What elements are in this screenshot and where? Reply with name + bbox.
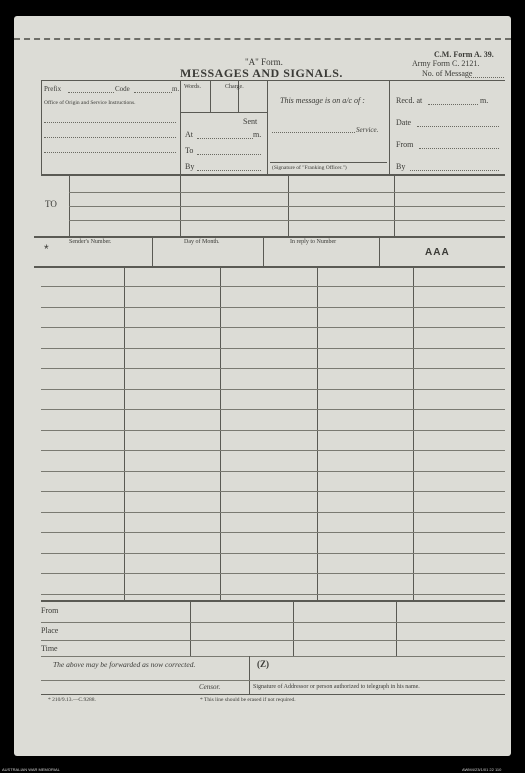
- day-of-month-label: Day of Month.: [184, 239, 220, 245]
- time-label: Time: [41, 644, 58, 653]
- grid-col-divider-1: [124, 268, 125, 600]
- form-title: MESSAGES AND SIGNALS.: [180, 66, 343, 80]
- message-grid-row-line[interactable]: [41, 471, 505, 472]
- form-code: C.M. Form A. 39.: [434, 50, 494, 59]
- sent-by-field[interactable]: [197, 170, 261, 171]
- date-field[interactable]: [417, 126, 499, 127]
- sent-by-label: By: [185, 162, 195, 171]
- addressor-signature-label: Signature of Addressor or person authorized to telegraph in his name.: [253, 684, 420, 690]
- forwarded-note: The above may be forwarded as now corrected.: [53, 660, 196, 669]
- recd-m-label: m.: [480, 96, 489, 105]
- grid-col-divider-3: [317, 268, 318, 600]
- top-block-top-border: [41, 80, 505, 81]
- message-grid-row-line[interactable]: [41, 532, 505, 533]
- sender-row-bottom-border: [34, 266, 505, 268]
- office-line-3[interactable]: [44, 152, 176, 153]
- form-bottom-border: [41, 694, 505, 695]
- army-form-number: Army Form C. 2121.: [412, 59, 480, 68]
- service-label: Service.: [356, 126, 379, 134]
- to-block-bottom-border: [34, 236, 505, 238]
- sent-at-label: At: [185, 130, 193, 139]
- from-line[interactable]: [41, 622, 505, 623]
- censor-signature-line[interactable]: [41, 680, 505, 681]
- from-label: From: [41, 606, 59, 615]
- sent-top-border: [180, 112, 267, 113]
- divider-3: [389, 80, 390, 176]
- no-of-message-label: No. of Message: [422, 69, 473, 78]
- prefix-field[interactable]: [68, 92, 114, 93]
- divider-1: [180, 80, 181, 176]
- sender-divider-1: [152, 238, 153, 266]
- recd-by-field[interactable]: [410, 170, 499, 171]
- date-label: Date: [396, 118, 412, 127]
- grid-col-divider-4: [413, 268, 414, 600]
- message-grid-row-line[interactable]: [41, 368, 505, 369]
- recd-by-label: By: [396, 162, 406, 171]
- sender-row-asterisk: *: [44, 242, 49, 256]
- code-label: Code: [115, 85, 130, 93]
- service-field[interactable]: [272, 132, 355, 133]
- message-grid-row-line[interactable]: [41, 348, 505, 349]
- words-label: Words.: [184, 84, 202, 90]
- message-grid-row-line[interactable]: [41, 573, 505, 574]
- to-row-line-3[interactable]: [69, 220, 505, 221]
- archive-credit: AUSTRALIAN WAR MEMORIAL: [2, 767, 60, 772]
- no-of-message-field[interactable]: [469, 77, 504, 78]
- time-line[interactable]: [41, 656, 505, 657]
- code-field[interactable]: [134, 92, 172, 93]
- message-grid-row-line[interactable]: [41, 286, 505, 287]
- franking-officer-label: (Signature of "Franking Officer."): [272, 165, 347, 171]
- recd-from-field[interactable]: [419, 148, 499, 149]
- sender-divider-2: [263, 238, 264, 266]
- aaa-separator: AAA: [425, 247, 450, 258]
- to-row-line-1[interactable]: [69, 192, 505, 193]
- senders-number-label: Sender's Number.: [69, 239, 112, 245]
- message-grid-row-line[interactable]: [41, 491, 505, 492]
- bottom-col-divider-3: [396, 602, 397, 656]
- sent-at-field[interactable]: [197, 138, 253, 139]
- message-grid-row-line[interactable]: [41, 327, 505, 328]
- code-m-label: m.: [172, 85, 180, 93]
- this-message-label: This message is on a/c of :: [280, 96, 365, 105]
- message-grid-row-line[interactable]: [41, 512, 505, 513]
- top-block-left-border: [41, 80, 42, 176]
- sent-at-m-label: m.: [253, 130, 262, 139]
- to-row-line-2[interactable]: [69, 206, 505, 207]
- print-code: * 210/9.13.—C.9288.: [48, 697, 96, 703]
- message-grid-row-line[interactable]: [41, 389, 505, 390]
- recd-from-label: From: [396, 140, 414, 149]
- archive-reference: AWM4/23/1/01 22 110: [462, 767, 502, 772]
- recd-at-field[interactable]: [428, 104, 478, 105]
- words-charge-divider: [210, 80, 211, 112]
- message-grid-row-line[interactable]: [41, 594, 505, 595]
- franking-signature-line[interactable]: [270, 162, 387, 163]
- message-grid-row-line[interactable]: [41, 450, 505, 451]
- bottom-col-divider-1: [190, 602, 191, 656]
- top-block-bottom-border: [41, 174, 505, 176]
- place-line[interactable]: [41, 640, 505, 641]
- message-grid-row-line[interactable]: [41, 307, 505, 308]
- message-grid-row-line[interactable]: [41, 553, 505, 554]
- censor-divider: [249, 656, 250, 694]
- office-line-1[interactable]: [44, 122, 176, 123]
- place-label: Place: [41, 626, 59, 635]
- recd-at-label: Recd. at: [396, 96, 423, 105]
- erase-note: * This line should be erased if not required.: [200, 697, 296, 703]
- in-reply-to-label: In reply to Number: [290, 239, 337, 245]
- divider-2: [267, 80, 268, 176]
- message-grid-row-line[interactable]: [41, 430, 505, 431]
- message-grid-row-line[interactable]: [41, 409, 505, 410]
- grid-bottom-border: [41, 600, 505, 602]
- sent-to-field[interactable]: [197, 154, 261, 155]
- charge-label: Charge.: [225, 84, 244, 90]
- prefix-label: Prefix: [44, 85, 62, 93]
- tear-off-perforation: [14, 38, 511, 40]
- to-label: TO: [45, 199, 57, 209]
- office-of-origin-label: Office of Origin and Service Instructions.: [44, 100, 136, 106]
- sent-label: Sent: [243, 117, 258, 126]
- a-form-label: "A" Form.: [245, 57, 283, 67]
- sent-to-label: To: [185, 146, 194, 155]
- message-form-sheet: [14, 16, 511, 756]
- grid-col-divider-2: [220, 268, 221, 600]
- censor-label: Censor.: [199, 683, 221, 691]
- bottom-col-divider-2: [293, 602, 294, 656]
- sender-divider-3: [379, 238, 380, 266]
- z-marker: (Z): [257, 659, 269, 669]
- office-line-2[interactable]: [44, 137, 176, 138]
